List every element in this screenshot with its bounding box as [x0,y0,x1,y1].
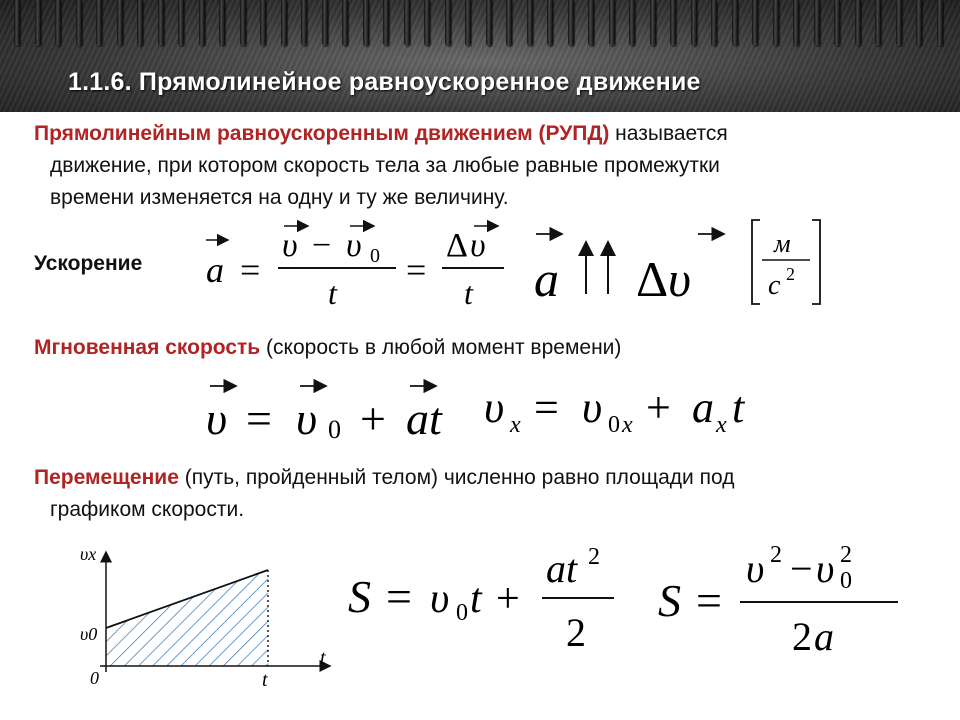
binder-ring [342,0,348,46]
y-axis-label: υx [80,544,97,564]
binder-ring [670,0,676,46]
velocity-label: Мгновенная скорость [34,336,261,359]
velocity-line [34,332,621,364]
binder-ring [301,0,307,46]
displacement-line-2: графиком скорости. [50,498,245,521]
svg-text:2: 2 [792,614,812,659]
binder-ring [465,0,471,46]
definition-line-1 [34,118,728,150]
binder-ring [240,0,246,46]
binder-ring [14,0,20,46]
binder-ring [76,0,82,46]
svg-text:0: 0 [840,568,852,594]
svg-text:0: 0 [370,245,380,267]
svg-text:2: 2 [566,610,586,655]
svg-text:=: = [240,250,261,290]
binder-ring [363,0,369,46]
binder-ring [55,0,61,46]
svg-text:υ: υ [470,227,486,264]
svg-text:−: − [790,546,813,591]
binder-ring [260,0,266,46]
displacement-label: Перемещение [34,466,179,489]
svg-text:x: x [510,412,521,438]
binder-ring [35,0,41,46]
svg-text:+: + [496,576,520,622]
binder-ring [691,0,697,46]
t-tick-label: t [262,669,268,690]
binder-ring [855,0,861,46]
svg-text:Δ: Δ [446,227,468,264]
acceleration-formula [200,214,840,314]
velocity-note: (скорость в любой момент времени) [260,336,622,359]
binder-ring [96,0,102,46]
svg-text:c: c [768,270,781,301]
svg-text:t: t [328,275,337,311]
binder-ring [383,0,389,46]
svg-text:+: + [646,383,671,432]
svg-text:−: − [312,227,332,264]
svg-text:υ: υ [816,546,835,591]
svg-text:υ: υ [206,393,228,444]
svg-text:t: t [732,383,745,432]
svg-text:0: 0 [608,412,620,438]
binder-ring [793,0,799,46]
binder-ring [875,0,881,46]
svg-text:2: 2 [588,544,600,570]
binder-ring [916,0,922,46]
binder-ring [137,0,143,46]
binder-ring [178,0,184,46]
binder-ring [547,0,553,46]
svg-text:υ: υ [296,393,318,444]
svg-text:=: = [246,393,272,444]
svg-text:υ: υ [668,251,691,307]
svg-text:υ: υ [582,383,603,432]
svg-text:2: 2 [840,542,852,568]
binder-ring [732,0,738,46]
header-banner [0,0,960,112]
definition-line-3: времени изменяется на одну и ту же величину. [50,186,509,209]
svg-text:a: a [534,251,559,307]
binder-ring [219,0,225,46]
area-under-graph [106,570,268,666]
binder-ring [527,0,533,46]
svg-text:at: at [546,546,578,591]
svg-text:υ: υ [746,546,765,591]
svg-text:υ: υ [346,227,362,264]
svg-text:υ: υ [282,227,298,264]
svg-text:=: = [696,575,722,626]
velocity-formula [196,372,816,452]
v0-label: υ0 [80,624,98,644]
binder-ring [424,0,430,46]
definition-text-1: называется [609,122,728,145]
velocity-graph [80,540,340,690]
svg-text:υ: υ [430,576,450,622]
svg-text:=: = [386,571,412,622]
svg-text:at: at [406,393,442,444]
binder-ring [588,0,594,46]
svg-text:Δ: Δ [636,251,669,307]
svg-text:м: м [774,229,791,258]
svg-text:a: a [814,614,834,659]
definition-line-2: движение, при котором скорость тела за любые равные промежутки [50,154,720,177]
svg-text:a: a [206,250,224,290]
binder-ring [199,0,205,46]
svg-text:0: 0 [456,600,468,626]
displacement-line-1 [34,462,734,494]
svg-text:=: = [406,250,427,290]
binder-ring [650,0,656,46]
svg-text:=: = [534,383,559,432]
svg-text:2: 2 [786,264,795,284]
binder-ring [752,0,758,46]
svg-text:S: S [348,571,371,622]
binder-ring [158,0,164,46]
svg-text:2: 2 [770,542,782,568]
svg-text:0: 0 [328,415,341,444]
binder-ring [486,0,492,46]
binder-ring [445,0,451,46]
svg-text:t: t [464,275,473,311]
svg-text:x: x [716,412,727,438]
svg-text:S: S [658,575,681,626]
binder-rings [14,0,954,50]
binder-ring [404,0,410,46]
binder-ring [711,0,717,46]
displacement-text-1: (путь, пройденный телом) численно равно площади под [178,466,735,489]
svg-text:+: + [360,393,386,444]
binder-ring [937,0,943,46]
binder-ring [814,0,820,46]
x-axis-label: t [320,647,326,669]
binder-ring [773,0,779,46]
binder-ring [609,0,615,46]
binder-ring [281,0,287,46]
page-title: 1.1.6. Прямолинейное равноускоренное движение [68,68,701,96]
binder-ring [896,0,902,46]
acceleration-label: Ускорение [34,252,143,275]
svg-text:υ: υ [484,383,505,432]
origin-label: 0 [90,668,99,688]
binder-ring [506,0,512,46]
binder-ring [117,0,123,46]
displacement-formula [346,540,926,670]
binder-ring [568,0,574,46]
svg-text:x: x [622,412,633,438]
svg-text:t: t [470,576,482,622]
definition-term: Прямолинейным равноускоренным движением (РУПД) [34,122,610,145]
binder-ring [629,0,635,46]
binder-ring [322,0,328,46]
svg-text:a: a [692,383,714,432]
binder-ring [834,0,840,46]
